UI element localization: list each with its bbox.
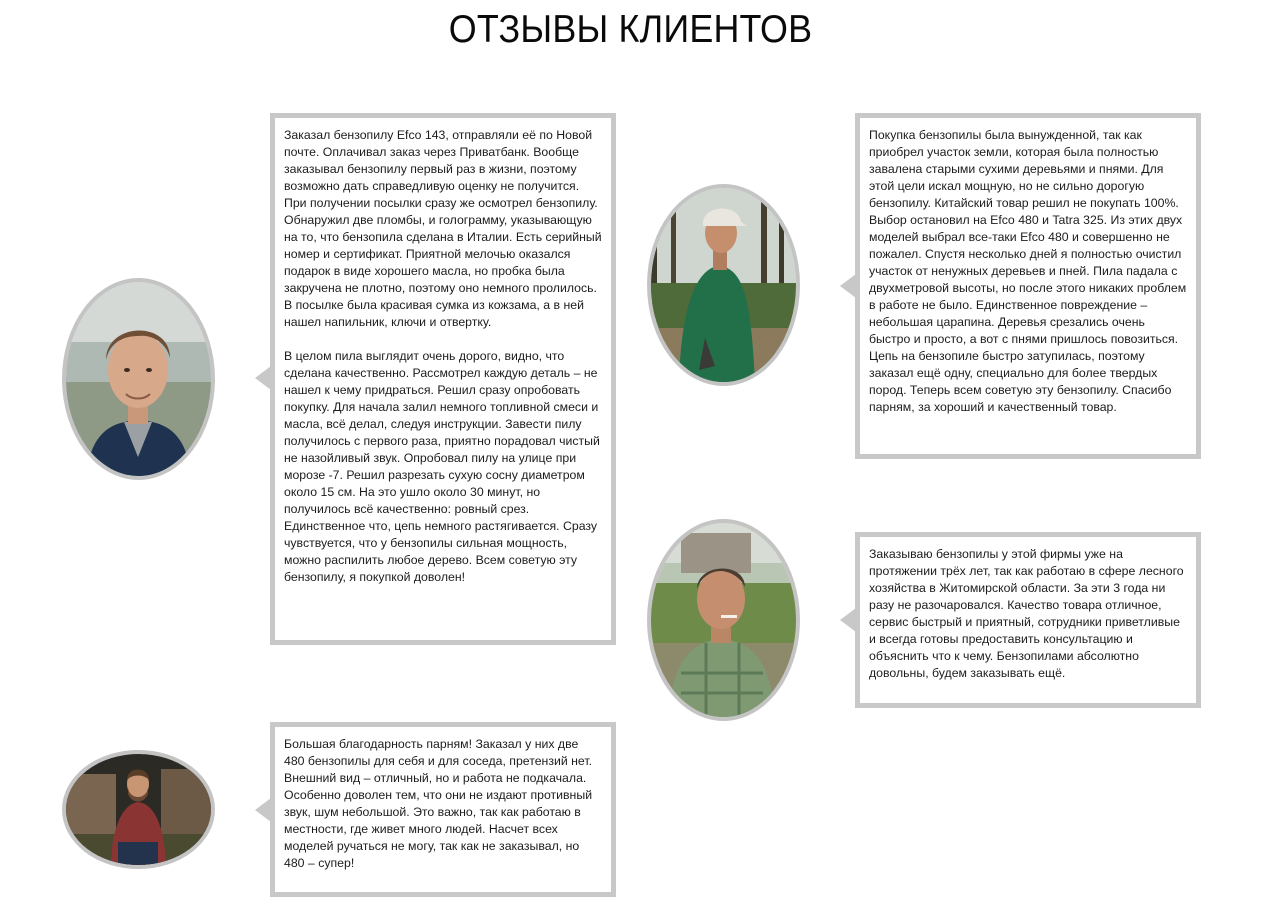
reviewer-avatar-1 [62,278,215,480]
page-title: ОТЗЫВЫ КЛИЕНТОВ [448,8,813,51]
reviewer-2-photo [651,188,796,382]
reviewer-3-photo [651,523,796,717]
review-card-1 [270,113,616,645]
review-card-2 [855,113,1201,459]
review-card-4 [270,722,616,897]
review-card-3 [855,532,1201,708]
reviewer-1-photo [66,282,211,476]
review-2-paragraph-1: Покупка бензопилы была вынужденной, так как приобрел участок земли, которая была полностью завалена старыми сухими деревьями и пнями. Для этой цели искал мощную, но не сильно дорогую бензопилу. Китайский товар решил не покупать 100%. Выбор остановил на Efco 480 и Tatra 325. Из этих двух моделей выбрал все-таки Efco 480 и совершенно не пожалел. Спустя несколько дней я полностью очистил участок от ненужных деревьев и пней. Пила падала с двухметровой высоты, но после этого никаких проблем в работе не было. Единственное повреждение – небольшая царапина. Деревья срезались очень быстро и просто, а вот с пнями пришлось повозиться. Цепь на бензопиле быстро затупилась, поэтому заказал ещё одну, специально для более твердых пород. Теперь всем советую эту бензопилу. Спасибо парням, за хороший и качественный товар. [869,128,1187,414]
speech-arrow-3 [840,608,856,632]
review-1-paragraph-2: В целом пила выглядит очень дорого, видно, что сделана качественно. Рассмотрел каждую деталь – не нашел к чему придраться. Решил сразу опробовать покупку. Для начала залил немного топливной смеси и масла, всё делал, следуя инструкции. Завести пилу получилось с первого раза, приятно порадовал чистый не назойливый звук. Опробовал пилу на улице при морозе -7. Решил разрезать сухую сосну диаметром около 15 см. На это ушло около 30 минут, но получилось всё качественно: ровный срез. Единственное что, цепь немного растягивается. Сразу чувствуется, что у бензопилы сильная мощность, можно распилить любое дерево. Всем советую эту бензопилу, я покупкой доволен! [284,349,600,584]
reviewer-avatar-2 [647,184,800,386]
speech-arrow-1 [255,366,271,390]
speech-arrow-4 [255,798,271,822]
reviewer-avatar-3 [647,519,800,721]
reviewer-avatar-4 [62,750,215,869]
review-1-paragraph-1: Заказал бензопилу Efco 143, отправляли её по Новой почте. Оплачивал заказ через Приватбанк. Вообще заказывал бензопилу первый раз в жизни, поэтому возможно дать справедливую оценку не получится. При получении посылки сразу же осмотрел бензопилу. Обнаружил две пломбы, и голограмму, указывающую на то, что бензопила сделана в Италии. Есть серийный номер и сертификат. Приятной мелочью оказался подарок в виде хорошего масла, но пробка была закручена не плотно, поэтому оно немного пролилось. В посылке была красивая сумка из кожзама, а в ней нашел напильник, ключи и отвертку. [284,128,602,329]
reviewer-4-photo [66,754,211,865]
review-4-paragraph-1: Большая благодарность парням! Заказал у них две 480 бензопилы для себя и для соседа, претензий нет. Внешний вид – отличный, но и работа не подкачала. Особенно доволен тем, что они не издают противный звук, шум небольшой. Это важно, так как работаю в местности, где живет много людей. Насчет всех моделей ручаться не могу, так как не заказывал, но 480 – супер! [284,737,593,870]
review-3-paragraph-1: Заказываю бензопилы у этой фирмы уже на протяжении трёх лет, так как работаю в сфере лесного хозяйства в Житомирской области. За эти 3 года ни разу не разочаровался. Качество товара отличное, сервис быстрый и приятный, сотрудники приветливые и всегда готовы предоставить консультацию и объяснить что к чему. Бензопилами абсолютно довольны, будем заказывать ещё. [869,547,1184,680]
speech-arrow-2 [840,274,856,298]
